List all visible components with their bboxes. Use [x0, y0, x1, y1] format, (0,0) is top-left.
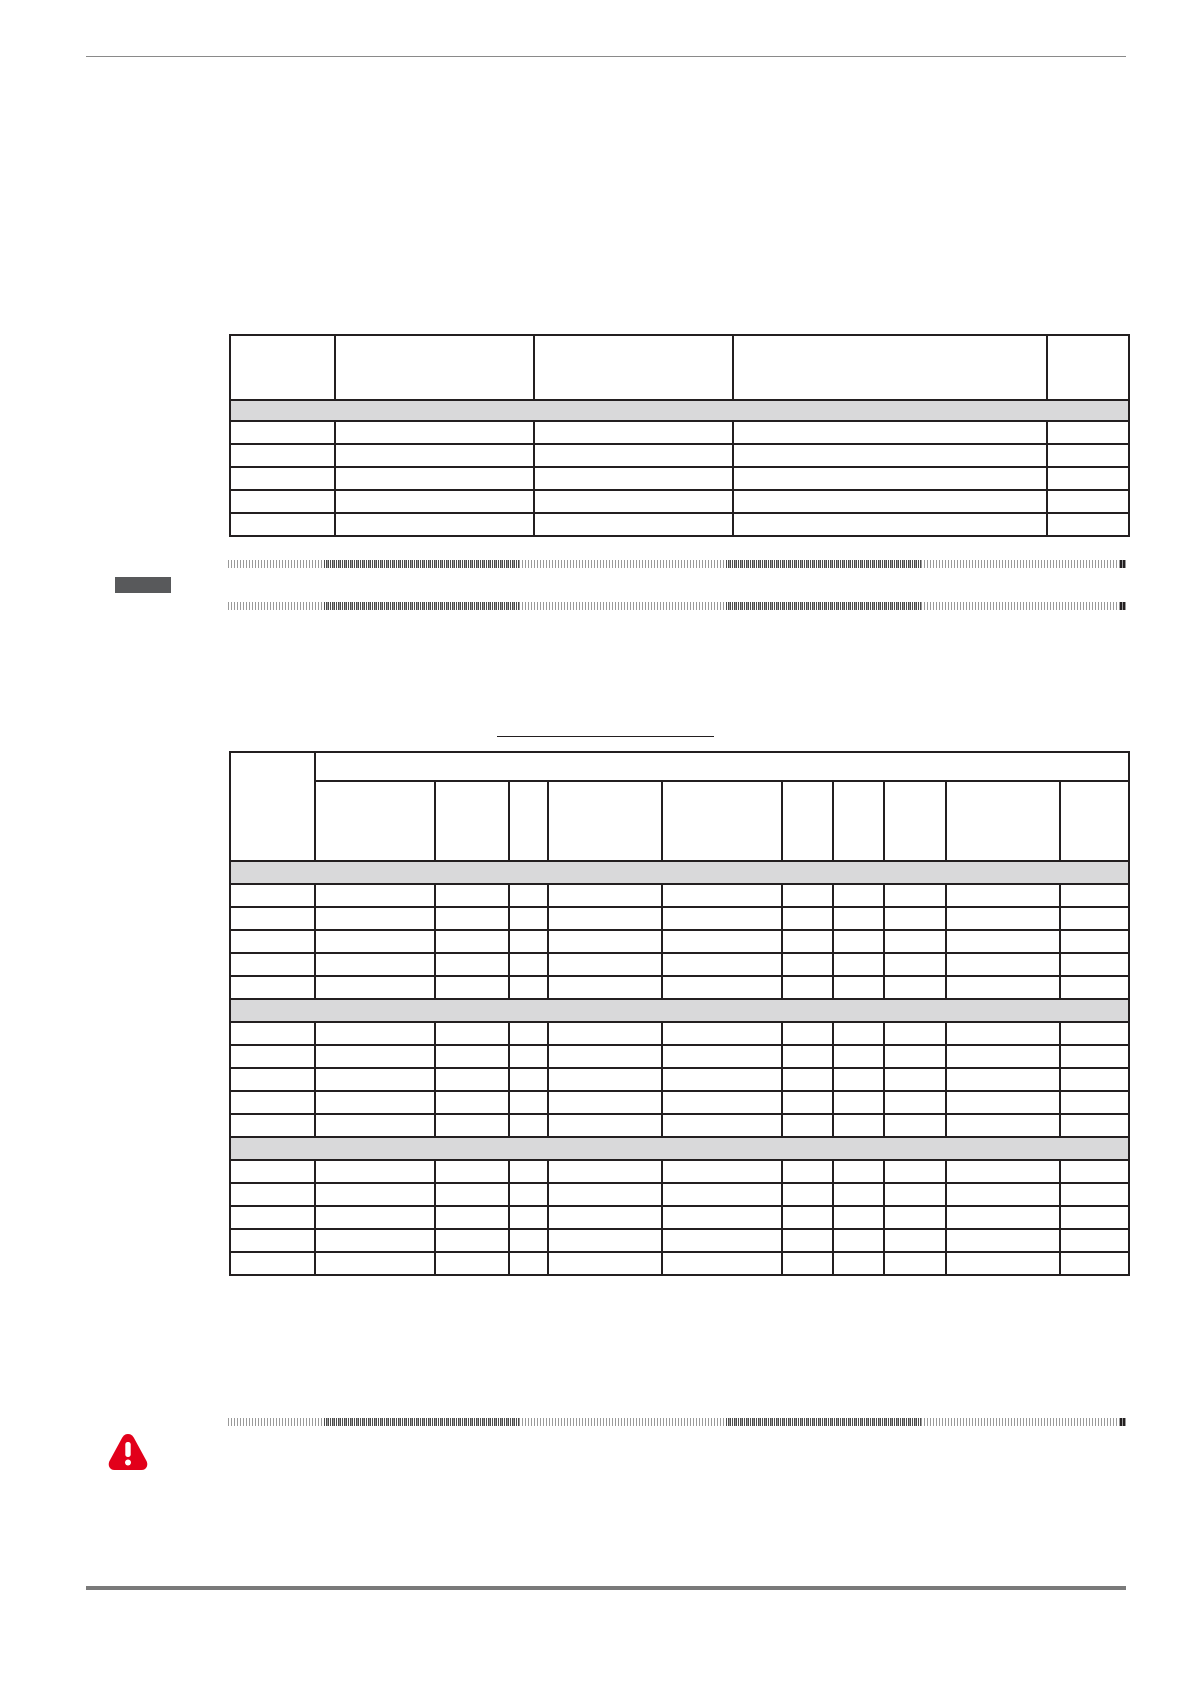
table-cell [230, 930, 315, 953]
table-row [230, 1206, 1129, 1229]
table-cell [662, 1229, 782, 1252]
table-cell [315, 884, 435, 907]
table-cell [884, 1160, 946, 1183]
grey-tag [115, 577, 171, 593]
table-cell [1060, 1183, 1129, 1206]
table-row [230, 1091, 1129, 1114]
table-cell [884, 1022, 946, 1045]
table-cell [548, 1229, 662, 1252]
table-cell [1047, 421, 1129, 444]
table-cell [884, 1229, 946, 1252]
table-cell [435, 1206, 509, 1229]
table-row [230, 1068, 1129, 1091]
table-cell [782, 953, 833, 976]
table-row [230, 513, 1129, 536]
table-cell [1047, 467, 1129, 490]
table-cell [833, 930, 884, 953]
table-row [230, 953, 1129, 976]
table-cell [435, 953, 509, 976]
table-cell [315, 1229, 435, 1252]
table-cell [662, 1160, 782, 1183]
table-cell [884, 1114, 946, 1137]
table-2-subheader-row [230, 781, 1129, 861]
table-cell [833, 953, 884, 976]
table-cell [230, 444, 335, 467]
table-1-section-row [230, 400, 1129, 421]
title-underline [497, 736, 714, 737]
table-cell [315, 1114, 435, 1137]
table-cell [833, 1045, 884, 1068]
table-2-section-row [230, 861, 1129, 884]
table-cell [548, 1022, 662, 1045]
table-cell [548, 1206, 662, 1229]
table-cell [833, 1160, 884, 1183]
table-cell [733, 444, 1047, 467]
table-cell [733, 490, 1047, 513]
table-cell [435, 1045, 509, 1068]
table-cell [534, 490, 733, 513]
table-cell [548, 907, 662, 930]
table-cell [315, 953, 435, 976]
table-row [230, 421, 1129, 444]
table-cell [548, 976, 662, 999]
table-row [230, 1045, 1129, 1068]
table-cell [833, 1252, 884, 1275]
table-cell [509, 1022, 548, 1045]
table-cell [509, 1045, 548, 1068]
table-cell [662, 1252, 782, 1275]
table-cell [1060, 1252, 1129, 1275]
table-cell [782, 1091, 833, 1114]
table-1-header-row [230, 335, 1129, 400]
table-cell [230, 1091, 315, 1114]
table-cell [884, 1183, 946, 1206]
table-cell [230, 1045, 315, 1068]
table-cell [662, 884, 782, 907]
table-cell [230, 490, 335, 513]
table-2-header-cell [782, 781, 833, 861]
table-cell [315, 1022, 435, 1045]
table-2-header-cell [1060, 781, 1129, 861]
table-cell [230, 1022, 315, 1045]
table-cell [782, 1045, 833, 1068]
table-cell [733, 467, 1047, 490]
table-2-header-cell [548, 781, 662, 861]
table-cell [548, 953, 662, 976]
section-label [230, 861, 1129, 884]
table-cell [230, 1114, 315, 1137]
table-1 [229, 334, 1130, 537]
table-cell [662, 1206, 782, 1229]
table-cell [1047, 444, 1129, 467]
table-cell [782, 884, 833, 907]
table-2-header-cell [833, 781, 884, 861]
table-cell [782, 1160, 833, 1183]
table-cell [782, 1183, 833, 1206]
table-cell [230, 1206, 315, 1229]
table-cell [884, 1206, 946, 1229]
table-cell [534, 467, 733, 490]
table-cell [534, 444, 733, 467]
table-cell [230, 1160, 315, 1183]
table-2-header-cell [435, 781, 509, 861]
dotted-divider [228, 560, 1126, 568]
table-row [230, 976, 1129, 999]
table-cell [315, 1045, 435, 1068]
table-cell [946, 953, 1060, 976]
table-cell [509, 930, 548, 953]
table-cell [315, 1068, 435, 1091]
table-cell [782, 1114, 833, 1137]
table-1-header-cell [733, 335, 1047, 400]
table-cell [662, 1068, 782, 1091]
table-cell [946, 1022, 1060, 1045]
table-cell [509, 976, 548, 999]
table-cell [884, 1091, 946, 1114]
table-cell [435, 1229, 509, 1252]
table-cell [782, 1022, 833, 1045]
table-cell [946, 1045, 1060, 1068]
table-cell [230, 1252, 315, 1275]
table-cell [315, 1206, 435, 1229]
table-cell [509, 953, 548, 976]
table-2-header-cell [230, 752, 315, 861]
table-cell [315, 907, 435, 930]
table-cell [946, 1206, 1060, 1229]
section-label [230, 1137, 1129, 1160]
table-cell [946, 1068, 1060, 1091]
table-cell [435, 1068, 509, 1091]
table-cell [509, 1160, 548, 1183]
table-cell [1060, 1091, 1129, 1114]
table-cell [509, 907, 548, 930]
table-cell [946, 884, 1060, 907]
table-cell [335, 421, 534, 444]
table-cell [230, 1183, 315, 1206]
table-cell [1060, 930, 1129, 953]
table-row [230, 1022, 1129, 1045]
table-cell [230, 884, 315, 907]
table-cell [662, 1022, 782, 1045]
table-2-header-cell [662, 781, 782, 861]
table-cell [1060, 953, 1129, 976]
table-cell [946, 1091, 1060, 1114]
dotted-divider [228, 602, 1126, 610]
table-2-section-row [230, 999, 1129, 1022]
table-cell [509, 884, 548, 907]
table-cell [782, 930, 833, 953]
table-cell [230, 1068, 315, 1091]
table-cell [782, 1252, 833, 1275]
table-cell [548, 1114, 662, 1137]
table-cell [435, 907, 509, 930]
table-cell [509, 1206, 548, 1229]
table-cell [884, 1068, 946, 1091]
table-row [230, 1160, 1129, 1183]
table-cell [946, 907, 1060, 930]
table-row [230, 884, 1129, 907]
table-row [230, 930, 1129, 953]
table-cell [230, 467, 335, 490]
table-cell [315, 1091, 435, 1114]
table-cell [435, 1252, 509, 1275]
table-cell [435, 1091, 509, 1114]
table-cell [1060, 884, 1129, 907]
table-cell [884, 953, 946, 976]
table-cell [662, 953, 782, 976]
table-cell [1060, 1206, 1129, 1229]
table-cell [230, 976, 315, 999]
table-cell [435, 1160, 509, 1183]
table-1-header-cell [230, 335, 335, 400]
table-row [230, 1229, 1129, 1252]
table-2-group-header [315, 752, 1129, 781]
table-cell [833, 884, 884, 907]
table-cell [435, 1022, 509, 1045]
table-1-header-cell [534, 335, 733, 400]
table-cell [662, 907, 782, 930]
table-cell [946, 1252, 1060, 1275]
table-row [230, 444, 1129, 467]
table-cell [884, 976, 946, 999]
table-cell [435, 884, 509, 907]
table-cell [230, 907, 315, 930]
table-row [230, 1183, 1129, 1206]
table-2-header-cell [946, 781, 1060, 861]
table-cell [315, 1160, 435, 1183]
table-cell [833, 1114, 884, 1137]
table-cell [946, 1229, 1060, 1252]
table-cell [782, 976, 833, 999]
table-cell [833, 1183, 884, 1206]
table-cell [230, 513, 335, 536]
table-cell [335, 467, 534, 490]
table-cell [1060, 976, 1129, 999]
table-cell [782, 907, 833, 930]
table-cell [833, 1022, 884, 1045]
dotted-divider [228, 1418, 1126, 1426]
table-cell [335, 513, 534, 536]
table-cell [833, 1068, 884, 1091]
table-cell [509, 1229, 548, 1252]
table-cell [1060, 1068, 1129, 1091]
table-cell [230, 1229, 315, 1252]
header-rule [86, 56, 1126, 57]
table-cell [509, 1252, 548, 1275]
table-cell [946, 976, 1060, 999]
table-cell [509, 1091, 548, 1114]
table-1-header-cell [1047, 335, 1129, 400]
table-2 [229, 751, 1130, 1276]
table-cell [884, 930, 946, 953]
table-cell [335, 490, 534, 513]
table-cell [662, 1183, 782, 1206]
table-cell [946, 1114, 1060, 1137]
table-cell [1047, 490, 1129, 513]
table-cell [782, 1229, 833, 1252]
table-1-header-cell [335, 335, 534, 400]
table-2-section-row [230, 1137, 1129, 1160]
table-cell [548, 1183, 662, 1206]
table-2-header-row [230, 752, 1129, 781]
table-cell [435, 1183, 509, 1206]
table-cell [509, 1068, 548, 1091]
table-cell [548, 1045, 662, 1068]
table-cell [315, 1252, 435, 1275]
table-cell [548, 1160, 662, 1183]
table-cell [782, 1206, 833, 1229]
table-cell [662, 1045, 782, 1068]
table-cell [662, 1091, 782, 1114]
table-row [230, 907, 1129, 930]
table-cell [662, 976, 782, 999]
table-cell [315, 976, 435, 999]
table-cell [946, 930, 1060, 953]
table-cell [1047, 513, 1129, 536]
table-cell [782, 1068, 833, 1091]
table-cell [946, 1160, 1060, 1183]
table-cell [833, 907, 884, 930]
table-cell [833, 1206, 884, 1229]
table-cell [509, 1114, 548, 1137]
table-2-header-cell [884, 781, 946, 861]
table-cell [733, 421, 1047, 444]
table-cell [548, 1091, 662, 1114]
table-row [230, 1252, 1129, 1275]
table-cell [1060, 907, 1129, 930]
table-cell [230, 953, 315, 976]
table-cell [946, 1183, 1060, 1206]
table-cell [509, 1183, 548, 1206]
table-cell [662, 930, 782, 953]
table-cell [1060, 1229, 1129, 1252]
table-cell [1060, 1114, 1129, 1137]
table-cell [534, 421, 733, 444]
table-cell [435, 1114, 509, 1137]
table-cell [548, 930, 662, 953]
table-row [230, 490, 1129, 513]
table-cell [884, 1045, 946, 1068]
table-cell [534, 513, 733, 536]
table-cell [1060, 1022, 1129, 1045]
table-cell [548, 1252, 662, 1275]
table-2-header-cell [315, 781, 435, 861]
table-cell [435, 930, 509, 953]
warning-icon [107, 1432, 149, 1472]
table-cell [315, 930, 435, 953]
table-cell [548, 1068, 662, 1091]
section-label [230, 999, 1129, 1022]
table-cell [884, 884, 946, 907]
table-cell [548, 884, 662, 907]
table-cell [833, 1091, 884, 1114]
table-cell [884, 1252, 946, 1275]
table-2-header-cell [509, 781, 548, 861]
table-cell [733, 513, 1047, 536]
table-cell [1060, 1045, 1129, 1068]
section-label [230, 400, 1129, 421]
table-cell [315, 1183, 435, 1206]
table-row [230, 467, 1129, 490]
table-cell [833, 1229, 884, 1252]
table-cell [435, 976, 509, 999]
table-cell [230, 421, 335, 444]
table-cell [335, 444, 534, 467]
footer-rule [86, 1586, 1126, 1590]
table-cell [884, 907, 946, 930]
table-cell [662, 1114, 782, 1137]
table-row [230, 1114, 1129, 1137]
table-cell [1060, 1160, 1129, 1183]
table-cell [833, 976, 884, 999]
